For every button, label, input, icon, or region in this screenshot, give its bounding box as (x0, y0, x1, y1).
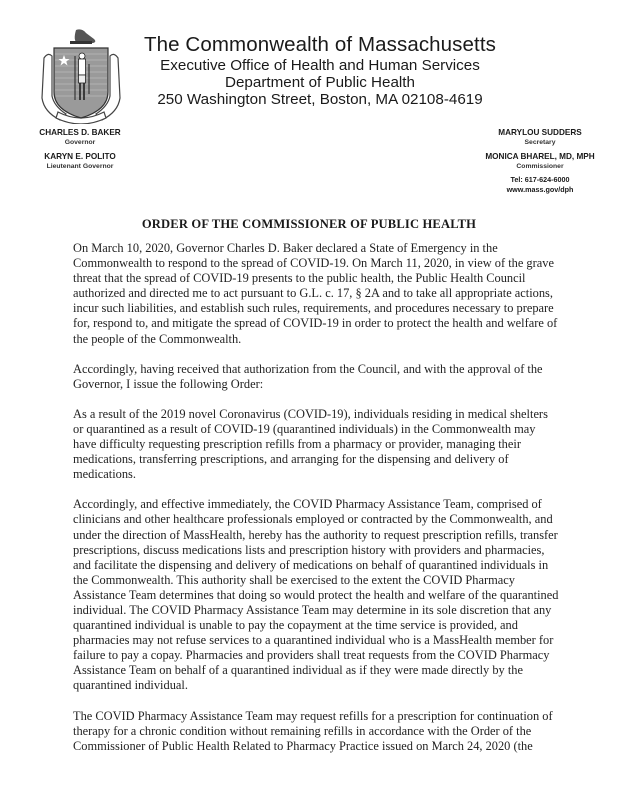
officials-right (475, 128, 605, 195)
massachusetts-seal-icon (40, 28, 122, 124)
contact-website[interactable]: www.mass.gov/dph (506, 185, 574, 194)
document-title: ORDER OF THE COMMISSIONER OF PUBLIC HEALTH (141, 217, 477, 231)
paragraph-authorization: Accordingly, having received that authorization from the Council, and with the approval of the Governor, I issue the following Order: (73, 361, 543, 391)
lieutenant-governor-title: Lieutenant Governor (46, 162, 114, 170)
governor-name: CHARLES D. BAKER (39, 128, 121, 137)
commissioner-title: Commissioner (516, 162, 564, 170)
paragraph-emergency-declaration: On March 10, 2020, Governor Charles D. Baker declared a State of Emergency in the Commonwealth to respond to the spread of COVID-19. On March 11, 2020, in view of the grave threat that the spread of COVID-19 presents to the public health, the Public Health Council authorized and directed me to act pursuant to G.L. c. 17, § 2A and to take all appropriate actions, incur such liabilities, and establish such rules, requirements, and procedures necessary to prepare for, respond to, and mitigate the spread of COVID-19 in order to protect the health and welfare of the people of the Commonwealth. (73, 241, 558, 346)
order-body (73, 241, 559, 769)
governor-title: Governor (64, 139, 96, 146)
contact-phone: Tel: 617-624-6000 (510, 175, 570, 184)
department-name: Department of Public Health (225, 74, 415, 91)
secretary-title: Secretary (524, 139, 556, 146)
lieutenant-governor-name: KARYN E. POLITO (44, 151, 116, 161)
paragraph-background: As a result of the 2019 novel Coronavirus (COVID-19), individuals residing in medical shelters or quarantined as a result of COVID-19 (quarantined individuals) in the Commonwealth may have difficulty requesting prescription refills from a pharmacy or provider, managing their medications, transferring prescriptions, and arranging for the dispensing and delivery of medications. (73, 406, 548, 482)
paragraph-pharmacy-team-authority: Accordingly, and effective immediately, the COVID Pharmacy Assistance Team, comprised of clinicians and other healthcare professionals employed or contracted by the Commonwealth, and under the direction of MassHealth, hereby has the authority to request prescription refills, transfer prescriptions, discuss medications lists and prescription history with providers and pharmacies, and facilitate the dispensing and delivery of medications on behalf of quarantined individuals in the Commonwealth. This authority shall be exercised to the extent the COVID Pharmacy Assistance Team determines that doing so would protect the health and welfare of the quarantined individual. The COVID Pharmacy Assistance Team may determine in its sole discretion that any quarantined individual is unable to pay the copayment at the time service is provided, and pharmacies may not refuse services to a quarantined individual who is a MassHealth member for failure to pay a copay. Pharmacies and providers shall treat requests from the COVID Pharmacy Assistance Team on behalf of a quarantined individual as if they were made directly by the quarantined individual. (73, 497, 559, 693)
department-address: 250 Washington Street, Boston, MA 02108-4619 (157, 91, 483, 108)
commissioner-name: MONICA BHAREL, MD, MPH (485, 151, 595, 161)
paragraph-refills: The COVID Pharmacy Assistance Team may request refills for a prescription for continuation of therapy for a chronic condition without remaining refills in accordance with the Order of the Commissioner of Public Health Related to Pharmacy Practice issued on March 24, 2020 (the (73, 708, 553, 753)
letterhead (140, 33, 500, 108)
secretary-name: MARYLOU SUDDERS (498, 128, 582, 137)
officials-left (30, 128, 130, 171)
office-name: Executive Office of Health and Human Services (160, 57, 480, 74)
agency-title: The Commonwealth of Massachusetts (144, 33, 496, 56)
